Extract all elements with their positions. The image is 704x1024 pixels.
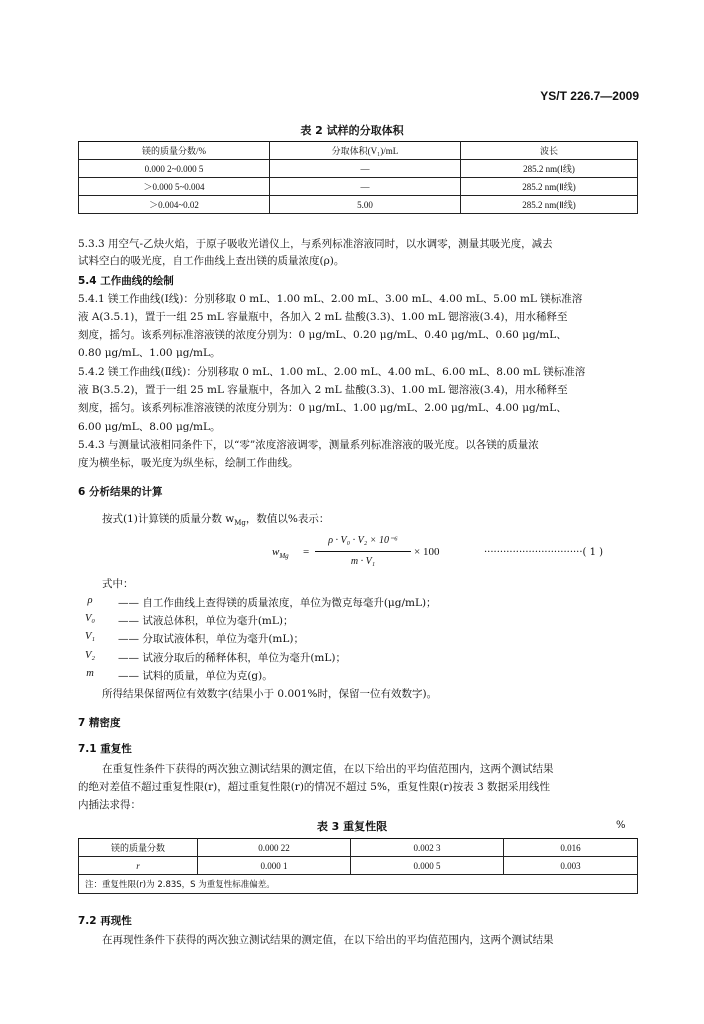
where-label: 式中： — [102, 578, 134, 590]
formula-numerator: ρ · V₀ · V₂ × 10⁻⁶ — [328, 535, 398, 546]
def-text: —— 分取试液体积，单位为毫升(mL)； — [118, 633, 304, 645]
subsection-heading: 7.1 重复性 — [78, 743, 132, 755]
formula-w: w — [272, 546, 280, 558]
subsection-heading: 7.2 再现性 — [78, 915, 132, 927]
table-note-row — [79, 875, 638, 894]
table-cell: r — [79, 857, 198, 875]
def-text: —— 自工作曲线上查得镁的质量浓度，单位为微克每毫升(μg/mL)； — [118, 597, 437, 609]
paragraph-line: 5.3.3 用空气-乙炔火焰，于原子吸收光谱仪上，与系列标准溶液同时，以水调零，测量其吸光度，减去 — [78, 238, 553, 250]
intro-sub: Mg — [234, 519, 246, 528]
paragraph-line: 5.4.2 镁工作曲线(Ⅱ线)：分别移取 0 mL、1.00 mL、2.00 mL、4.00 mL、6.00 mL、8.00 mL 镁标准溶 — [78, 366, 586, 378]
table-cell: 285.2 nm(Ⅱ线) — [461, 196, 638, 214]
intro-tail: ，数值以%表示： — [245, 513, 330, 525]
intro-text: 按式(1)计算镁的质量分数 w — [102, 513, 235, 525]
table-header-row — [79, 142, 638, 160]
standard-code: YS/T 226.7—2009 — [540, 89, 639, 103]
table-header-row — [79, 839, 638, 857]
paragraph-line: 刻度，摇匀。该系列标准溶液镁的浓度分别为：0 μg/mL、0.20 μg/mL、0.40 μg/mL、0.60 μg/mL、 — [78, 329, 567, 341]
table-row — [79, 178, 638, 196]
def-symbol: V₁ — [84, 631, 96, 642]
table-row — [79, 160, 638, 178]
def-symbol: V₂ — [84, 650, 96, 661]
table-cell: 0.000 5 — [351, 857, 504, 875]
table-row — [79, 857, 638, 875]
def-text: —— 试液分取后的稀释体积，单位为毫升(mL)； — [118, 652, 346, 664]
result-note: 所得结果保留两位有效数字(结果小于 0.001%时，保留一位有效数字)。 — [102, 688, 438, 700]
paragraph-line: 在重复性条件下获得的两次独立测试结果的测定值，在以下给出的平均值范围内，这两个测试结果 — [102, 763, 554, 775]
table-header-cell: 0.002 3 — [351, 839, 504, 857]
section-heading: 5.4 工作曲线的绘制 — [78, 275, 174, 287]
formula-equals: = — [303, 546, 310, 558]
table-cell: — — [270, 178, 461, 196]
def-text: —— 试液总体积，单位为毫升(mL)； — [118, 615, 294, 627]
formula-times100: × 100 — [414, 546, 440, 558]
paragraph-line: 在再现性条件下获得的两次独立测试结果的测定值，在以下给出的平均值范围内，这两个测试结果 — [102, 934, 554, 946]
table-header-cell: 波长 — [461, 142, 638, 160]
paragraph-line: 5.4.3 与测量试液相同条件下，以“零”浓度溶液调零，测量系列标准溶液的吸光度。以各镁的质量浓 — [78, 439, 539, 451]
table-cell: — — [270, 160, 461, 178]
formula-intro — [102, 511, 329, 527]
table-cell: ＞0.004~0.02 — [79, 196, 270, 214]
paragraph-line: 液 A(3.5.1)，置于一组 25 mL 容量瓶中，各加入 2 mL 盐酸(3.3)、1.00 mL 锶溶液(3.4)，用水稀释至 — [78, 311, 568, 323]
paragraph-line: 0.80 μg/mL、1.00 μg/mL。 — [78, 347, 221, 359]
paragraph-line: 刻度，摇匀。该系列标准溶液镁的浓度分别为：0 μg/mL、1.00 μg/mL、2.00 μg/mL、4.00 μg/mL、 — [78, 402, 567, 414]
def-symbol: V₀ — [84, 613, 96, 624]
table2-caption: 表 2 试样的分取体积 — [300, 124, 404, 137]
paragraph-line: 5.4.1 镁工作曲线(Ⅰ线)：分别移取 0 mL、1.00 mL、2.00 mL、3.00 mL、4.00 mL、5.00 mL 镁标准溶 — [78, 293, 583, 305]
paragraph-line: 度为横坐标，吸光度为纵坐标，绘制工作曲线。 — [78, 457, 299, 469]
table-row — [79, 196, 638, 214]
paragraph-line: 试料空白的吸光度，自工作曲线上查出镁的质量浓度(ρ)。 — [78, 255, 345, 267]
paragraph-line: 内插法求得： — [78, 799, 141, 811]
paragraph-line: 液 B(3.5.2)，置于一组 25 mL 容量瓶中，各加入 2 mL 盐酸(3.3)、1.00 mL 锶溶液(3.4)，用水稀释至 — [78, 384, 568, 396]
formula-lhs — [272, 546, 289, 560]
table-cell: 0.000 2~0.000 5 — [79, 160, 270, 178]
table3-caption: 表 3 重复性限 — [316, 820, 388, 833]
table-cell: 285.2 nm(Ⅰ线) — [461, 160, 638, 178]
paragraph-line: 6.00 μg/mL、8.00 μg/mL。 — [78, 421, 221, 433]
table2 — [78, 141, 638, 214]
table-note: 注：重复性限(r)为 2.83S，S 为重复性标准偏差。 — [79, 875, 638, 894]
table-header-cell: 镁的质量分数/% — [79, 142, 270, 160]
section-heading: 6 分析结果的计算 — [78, 486, 163, 498]
def-text: —— 试料的质量，单位为克(g)。 — [118, 670, 273, 682]
formula-w-sub: Mg — [279, 552, 289, 561]
table3 — [78, 838, 638, 894]
equation-number: ·······························( 1 ) — [484, 547, 604, 558]
section-heading: 7 精密度 — [78, 717, 121, 729]
def-symbol: ρ — [87, 595, 93, 606]
def-symbol: m — [86, 668, 94, 679]
table-header-cell: 0.000 22 — [198, 839, 351, 857]
table-cell: 285.2 nm(Ⅱ线) — [461, 178, 638, 196]
table-cell: ＞0.000 5~0.004 — [79, 178, 270, 196]
table-header-cell: 镁的质量分数 — [79, 839, 198, 857]
table3-unit: % — [616, 820, 626, 831]
table-cell: 0.000 1 — [198, 857, 351, 875]
table-header-cell: 0.016 — [504, 839, 638, 857]
fraction-bar — [315, 551, 411, 552]
table-cell: 5.00 — [270, 196, 461, 214]
paragraph-line: 的绝对差值不超过重复性限(r)，超过重复性限(r)的情况不超过 5%，重复性限(r)按表 3 数据采用线性 — [78, 781, 550, 793]
table-cell: 0.003 — [504, 857, 638, 875]
table-header-cell: 分取体积(V₁)/mL — [270, 142, 461, 160]
formula-denominator: m · V₁ — [350, 556, 376, 567]
